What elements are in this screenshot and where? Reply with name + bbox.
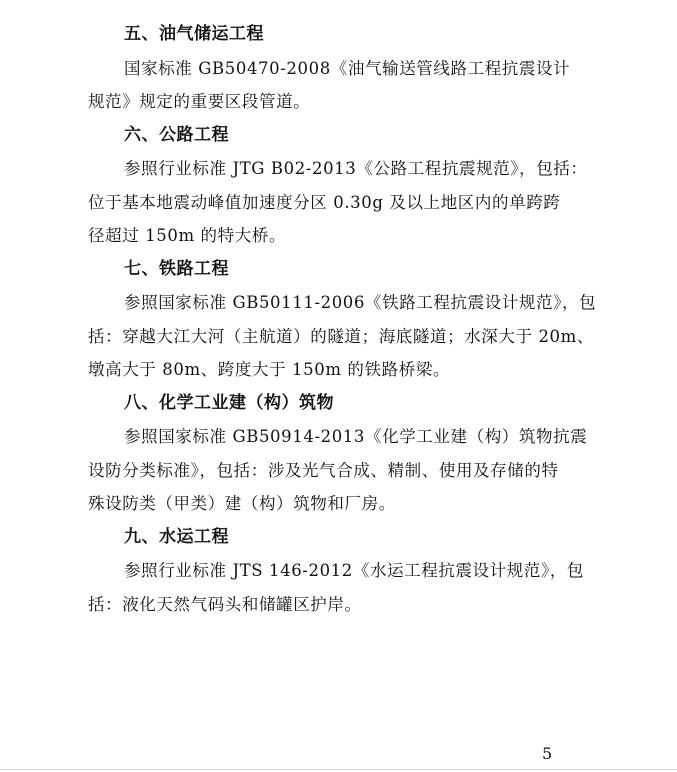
- section-paragraph: [88, 420, 598, 521]
- section-heading: 八、化学工业建（构）筑物: [124, 392, 334, 413]
- paragraph-line: 墩高大于 80m、跨度大于 150m 的铁路桥梁。: [88, 360, 451, 379]
- section-chemical: [88, 387, 598, 521]
- paragraph-line: 参照行业标准 JTG B02-2013《公路工程抗震规范》，包括：: [124, 159, 588, 178]
- paragraph-line: 参照行业标准 JTS 146-2012《水运工程抗震设计规范》，包: [124, 561, 585, 580]
- section-paragraph: [88, 554, 598, 621]
- paragraph-line: 括：液化天然气码头和储罐区护岸。: [88, 594, 362, 614]
- paragraph-line: 位于基本地震动峰值加速度分区 0.30g 及以上地区内的单跨跨: [88, 192, 561, 212]
- paragraph-line: 括：穿越大江大河（主航道）的隧道；海底隧道；水深大于 20m、: [88, 326, 594, 346]
- paragraph-line: 设防分类标准》，包括：涉及光气合成、精制、使用及存储的特: [88, 460, 559, 480]
- paragraph-line: 国家标准 GB50470-2008《油气输送管线路工程抗震设计: [124, 58, 571, 78]
- section-heading: 九、水运工程: [124, 526, 229, 547]
- paragraph-line: 参照国家标准 GB50111-2006《铁路工程抗震设计规范》，包: [124, 293, 597, 312]
- section-highway: [88, 119, 598, 253]
- paragraph-line: 参照国家标准 GB50914-2013《化学工业建（构）筑物抗震: [124, 427, 588, 446]
- paragraph-line: 径超过 150m 的特大桥。: [88, 226, 287, 245]
- section-waterway: [88, 521, 598, 622]
- section-railway: [88, 253, 598, 387]
- section-paragraph: [88, 286, 598, 387]
- section-heading: 七、铁路工程: [124, 258, 229, 279]
- section-paragraph: [88, 152, 598, 253]
- page-number: 5: [542, 744, 553, 763]
- section-oil-gas: [88, 18, 598, 119]
- section-heading: 六、公路工程: [124, 124, 229, 145]
- paragraph-line: 规范》规定的重要区段管道。: [88, 92, 311, 111]
- page-bottom-divider: [0, 769, 677, 770]
- paragraph-line: 殊设防类（甲类）建（构）筑物和厂房。: [88, 494, 396, 513]
- document-body: [88, 18, 598, 621]
- section-heading: 五、油气储运工程: [124, 24, 264, 44]
- section-paragraph: [88, 52, 598, 119]
